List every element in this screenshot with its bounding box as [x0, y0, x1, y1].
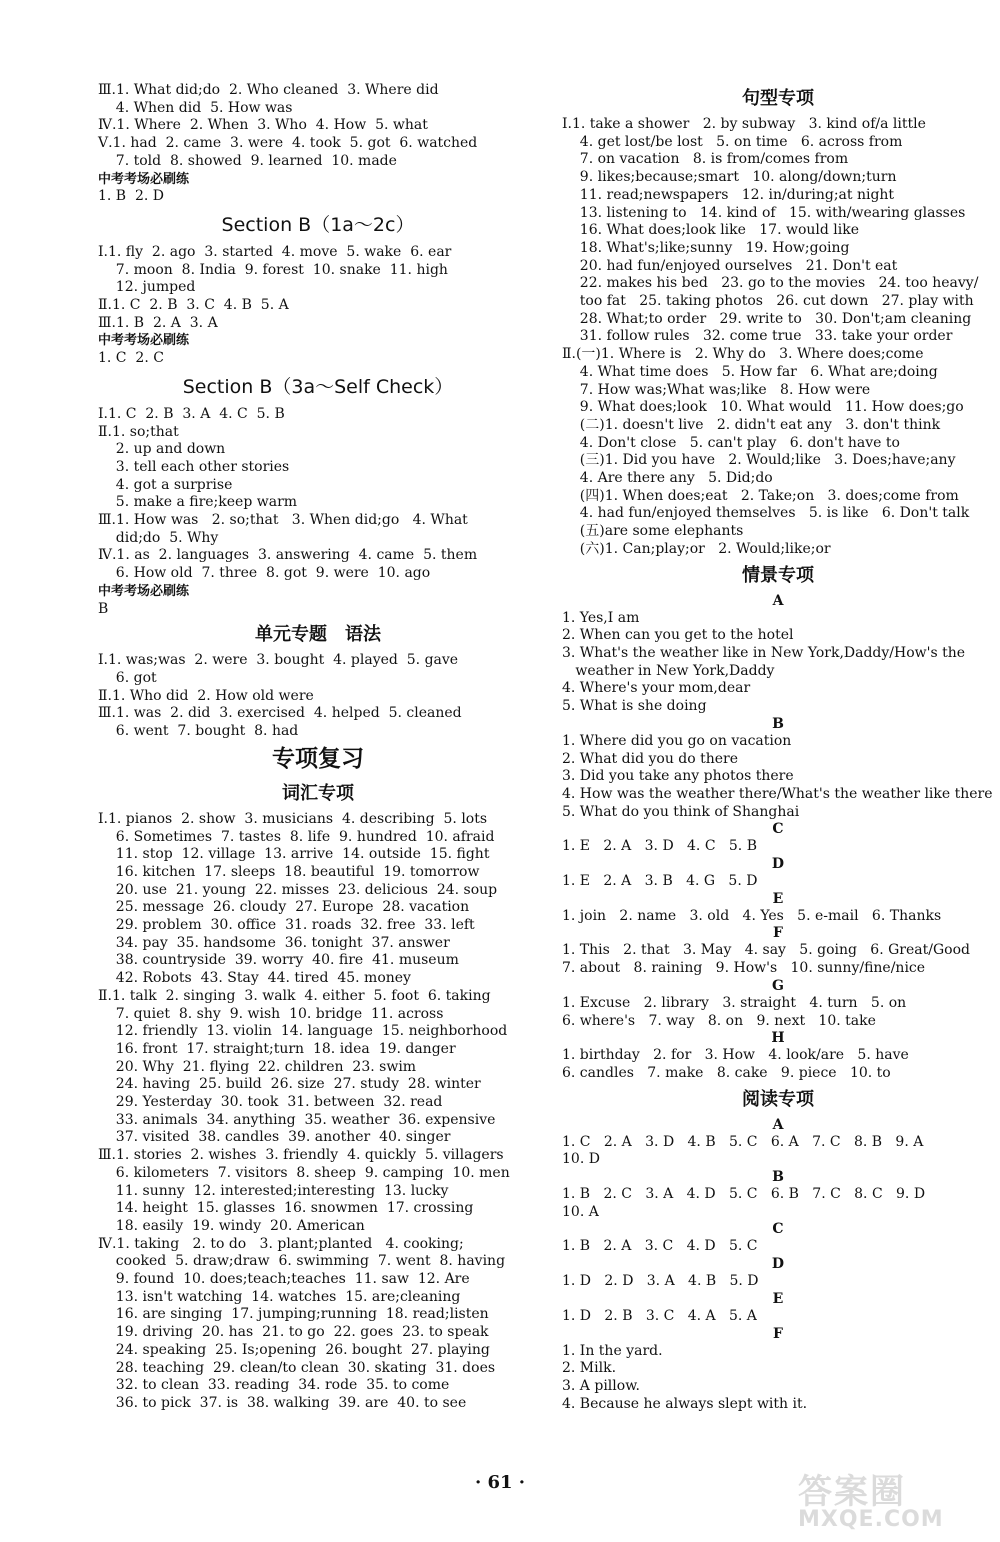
part-label: C: [772, 821, 784, 838]
answer-line: did;do 5. Why: [98, 529, 219, 546]
answer-line: 3. What's the weather like in New York,Daddy/How's the: [562, 644, 966, 661]
answer-line: 1. This 2. that 3. May 4. say 5. going 6. Great/Good: [562, 942, 970, 959]
answer-line: Ⅰ.1. take a shower 2. by subway 3. kind of/a little: [562, 116, 926, 132]
answer-line: 11. read;newspapers 12. in/during;at night: [562, 186, 895, 203]
topic-heading: 情景专项: [742, 564, 814, 586]
answer-line: (五)are some elephants: [562, 523, 744, 540]
answer-line: 6. got: [98, 669, 157, 686]
answer-line: Ⅱ.1. C 2. B 3. C 4. B 5. A: [98, 297, 289, 314]
answer-line: 5. What is she doing: [562, 698, 707, 715]
answer-line: Ⅲ.1. was 2. did 3. exercised 4. helped 5. cleaned: [98, 705, 462, 722]
answer-line: 4. What time does 5. How far 6. What are;doing: [562, 363, 938, 380]
page-number: · 61 ·: [474, 1472, 526, 1493]
topic-heading: 句型专项: [742, 88, 814, 109]
answer-line: 19. driving 20. has 21. to go 22. goes 23. to speak: [98, 1324, 489, 1341]
answer-line: Ⅳ.1. as 2. languages 3. answering 4. came 5. them: [98, 547, 478, 564]
answer-line: 2. What did you do there: [562, 750, 739, 767]
answer-line: 22. makes his bed 23. go to the movies 24. too heavy/: [562, 275, 979, 292]
answer-line: Ⅱ.(一)1. Where is 2. Why do 3. Where does;come: [562, 346, 924, 363]
part-label: H: [771, 1030, 785, 1047]
answer-line: 10. A: [562, 1203, 599, 1220]
answer-line: Ⅱ.1. talk 2. singing 3. walk 4. either 5. foot 6. taking: [98, 987, 491, 1004]
answer-line: 3. tell each other stories: [98, 458, 290, 475]
answer-line: 1. E 2. A 3. B 4. G 5. D: [562, 873, 758, 890]
answer-line: (四)1. When does;eat 2. Take;on 3. does;come from: [562, 487, 959, 504]
practice-label: 中考考场必刷练: [98, 583, 190, 599]
answer-line: 9. found 10. does;teach;teaches 11. saw 12. Are: [98, 1271, 470, 1288]
answer-line: 37. visited 38. candles 39. another 40. singer: [98, 1129, 451, 1146]
answer-line: 6. kilometers 7. visitors 8. sheep 9. camping 10. men: [98, 1164, 510, 1181]
answer-line: 6. candles 7. make 8. cake 9. piece 10. to: [562, 1064, 891, 1081]
answer-line: 1. C 2. C: [98, 350, 164, 367]
answer-line: 2. When can you get to the hotel: [562, 627, 794, 644]
answer-line: 6. where's 7. way 8. on 9. next 10. take: [562, 1012, 876, 1029]
answer-line: 13. isn't watching 14. watches 15. are;cleaning: [98, 1288, 461, 1305]
answer-line: 6. Sometimes 7. tastes 8. life 9. hundred 10. afraid: [98, 828, 495, 845]
section-heading: Section B（3a～Self Check）: [182, 375, 454, 398]
answer-line: 29. problem 30. office 31. roads 32. free 33. left: [98, 917, 475, 934]
watermark-logo: [798, 1464, 988, 1534]
part-label: E: [772, 890, 784, 907]
answer-line: 4. Because he always slept with it.: [562, 1395, 808, 1412]
chapter-heading: 专项复习: [272, 745, 364, 772]
answer-line: 1. In the yard.: [562, 1342, 663, 1359]
answer-line: 4. When did 5. How was: [98, 99, 293, 116]
answer-line: Ⅰ.1. was;was 2. were 3. bought 4. played 5. gave: [98, 652, 459, 669]
part-label: E: [772, 1290, 784, 1307]
answer-line: 25. message 26. cloudy 27. Europe 28. vacation: [98, 899, 470, 916]
answer-line: Ⅲ.1. How was 2. so;that 3. When did;go 4. What: [98, 512, 468, 529]
answer-line: 9. What does;look 10. What would 11. How does;go: [562, 399, 964, 416]
part-label: B: [772, 715, 784, 732]
answer-line: 24. having 25. build 26. size 27. study 28. winter: [98, 1076, 481, 1093]
answer-line: 16. kitchen 17. sleeps 18. beautiful 19. tomorrow: [98, 863, 480, 880]
answer-line: weather in New York,Daddy: [562, 662, 775, 679]
answer-line: 3. A pillow.: [562, 1377, 640, 1394]
answer-line: Ⅲ.1. What did;do 2. Who cleaned 3. Where did: [98, 82, 439, 98]
answer-line: 38. countryside 39. worry 40. fire 41. museum: [98, 952, 459, 969]
answer-line: 1. B 2. A 3. C 4. D 5. C: [562, 1238, 758, 1255]
answer-line: 7. about 8. raining 9. How's 10. sunny/fine/nice: [562, 960, 926, 977]
part-label: A: [772, 592, 784, 609]
part-label: F: [773, 925, 783, 942]
answer-line: 5. What do you think of Shanghai: [562, 803, 800, 820]
answer-line: 32. to clean 33. reading 34. rode 35. to come: [98, 1377, 450, 1394]
answer-line: Ⅱ.1. so;that: [98, 423, 179, 440]
part-label: D: [771, 1256, 785, 1273]
answer-line: Ⅱ.1. Who did 2. How old were: [98, 687, 314, 704]
answer-line: 10. D: [562, 1151, 600, 1168]
answer-line: 4. Where's your mom,dear: [562, 680, 751, 697]
answer-line: 12. jumped: [98, 279, 196, 296]
answer-line: 9. likes;because;smart 10. along/down;turn: [562, 169, 897, 186]
answer-line: Ⅰ.1. C 2. B 3. A 4. C 5. B: [98, 405, 285, 422]
answer-line: 12. friendly 13. violin 14. language 15. neighborhood: [98, 1023, 508, 1040]
watermark-line2: MXQE.COM: [798, 1507, 944, 1532]
answer-line: 1. D 2. D 3. A 4. B 5. D: [562, 1273, 759, 1290]
answer-line: 11. sunny 12. interested;interesting 13. lucky: [98, 1182, 449, 1199]
left-column: [98, 82, 538, 1413]
answer-line: 3. Did you take any photos there: [562, 768, 794, 785]
answer-line: 5. make a fire;keep warm: [98, 494, 298, 511]
part-label: G: [772, 977, 784, 994]
practice-label: 中考考场必刷练: [98, 333, 190, 349]
answer-line: B: [98, 600, 109, 617]
answer-line: (六)1. Can;play;or 2. Would;like;or: [562, 540, 831, 557]
answer-line: 1. Yes,I am: [562, 609, 640, 626]
practice-label: 中考考场必刷练: [98, 171, 190, 187]
answer-line: 20. Why 21. flying 22. children 23. swim: [98, 1058, 417, 1075]
answer-line: 1. birthday 2. for 3. How 4. look/are 5. have: [562, 1047, 909, 1064]
answer-line: 11. stop 12. village 13. arrive 14. outside 15. fight: [98, 846, 490, 863]
answer-line: 4. get lost/be lost 5. on time 6. across from: [562, 133, 903, 150]
answer-line: 1. B 2. D: [98, 188, 165, 205]
answer-line: 13. listening to 14. kind of 15. with/wearing glasses: [562, 204, 966, 221]
answer-line: 14. height 15. glasses 16. snowmen 17. crossing: [98, 1200, 474, 1217]
answer-line: 16. are singing 17. jumping;running 18. read;listen: [98, 1306, 489, 1323]
part-label: C: [772, 1221, 784, 1238]
answer-line: 20. had fun/enjoyed ourselves 21. Don't eat: [562, 257, 898, 274]
answer-line: 18. easily 19. windy 20. American: [98, 1217, 365, 1234]
answer-line: (三)1. Did you have 2. Would;like 3. Does;have;any: [562, 452, 956, 469]
section-heading: Section B（1a～2c）: [221, 213, 415, 236]
answer-line: 29. Yesterday 30. took 31. between 32. read: [98, 1094, 443, 1111]
answer-line: Ⅰ.1. fly 2. ago 3. started 4. move 5. wake 6. ear: [98, 243, 452, 260]
answer-line: 1. C 2. A 3. D 4. B 5. C 6. A 7. C 8. B 9. A: [562, 1133, 924, 1150]
answer-line: 6. went 7. bought 8. had: [98, 723, 299, 740]
answer-line: 1. D 2. B 3. C 4. A 5. A: [562, 1307, 757, 1324]
answer-line: 36. to pick 37. is 38. walking 39. are 40. to see: [98, 1395, 467, 1411]
answer-line: 1. E 2. A 3. D 4. C 5. B: [562, 838, 757, 855]
answer-line: 7. How was;What was;like 8. How were: [562, 381, 871, 398]
answer-line: 16. front 17. straight;turn 18. idea 19. danger: [98, 1040, 456, 1057]
answer-line: 18. What's;like;sunny 19. How;going: [562, 239, 850, 256]
answer-line: 4. Are there any 5. Did;do: [562, 470, 773, 487]
topic-heading: 阅读专项: [742, 1088, 814, 1110]
topic-heading: 单元专题 语法: [255, 624, 381, 646]
answer-line: 1. Where did you go on vacation: [562, 732, 792, 749]
answer-line: 2. up and down: [98, 441, 226, 458]
answer-line: 7. told 8. showed 9. learned 10. made: [98, 152, 397, 169]
answer-line: 1. B 2. C 3. A 4. D 5. C 6. B 7. C 8. C 9. D: [562, 1186, 926, 1203]
answer-line: 24. speaking 25. Is;opening 26. bought 27. playing: [98, 1341, 490, 1358]
answer-line: Ⅲ.1. stories 2. wishes 3. friendly 4. quickly 5. villagers: [98, 1147, 504, 1164]
answer-line: too fat 25. taking photos 26. cut down 27. play with: [562, 293, 974, 310]
part-label: D: [771, 856, 785, 873]
answer-line: Ⅳ.1. Where 2. When 3. Who 4. How 5. what: [98, 117, 428, 134]
answer-line: Ⅰ.1. pianos 2. show 3. musicians 4. describing 5. lots: [98, 810, 488, 827]
answer-line: 7. moon 8. India 9. forest 10. snake 11. high: [98, 261, 448, 278]
answer-line: Ⅳ.1. taking 2. to do 3. plant;planted 4. cooking;: [98, 1235, 464, 1252]
answer-line: cooked 5. draw;draw 6. swimming 7. went 8. having: [98, 1253, 506, 1270]
watermark-line1: 答案圈: [798, 1472, 906, 1512]
answer-line: 42. Robots 43. Stay 44. tired 45. money: [98, 970, 411, 987]
answer-line: 6. How old 7. three 8. got 9. were 10. ago: [98, 565, 431, 582]
answer-line: 28. teaching 29. clean/to clean 30. skating 31. does: [98, 1359, 496, 1376]
right-column: [562, 82, 994, 1413]
answer-line: 1. Excuse 2. library 3. straight 4. turn 5. on: [562, 994, 907, 1011]
answer-line: 31. follow rules 32. come true 33. take your order: [562, 328, 953, 345]
answer-line: 4. Don't close 5. can't play 6. don't have to: [562, 434, 900, 451]
part-label: A: [772, 1116, 784, 1133]
answer-line: 2. Milk.: [562, 1360, 617, 1377]
answer-line: 7. quiet 8. shy 9. wish 10. bridge 11. across: [98, 1005, 444, 1022]
answer-line: 4. had fun/enjoyed themselves 5. is like 6. Don't talk: [562, 505, 970, 522]
answer-line: Ⅴ.1. had 2. came 3. were 4. took 5. got 6. watched: [98, 135, 478, 152]
answer-line: 34. pay 35. handsome 36. tonight 37. answer: [98, 934, 450, 951]
answer-line: Ⅲ.1. B 2. A 3. A: [98, 314, 218, 331]
answer-line: 1. join 2. name 3. old 4. Yes 5. e-mail 6. Thanks: [562, 907, 942, 924]
answer-line: 33. animals 34. anything 35. weather 36. expensive: [98, 1111, 496, 1128]
answer-line: 7. on vacation 8. is from/comes from: [562, 151, 849, 168]
topic-heading: 词汇专项: [282, 782, 354, 804]
part-label: F: [773, 1325, 783, 1342]
answer-line: 28. What;to order 29. write to 30. Don't;am cleaning: [562, 310, 972, 327]
answer-line: (二)1. doesn't live 2. didn't eat any 3. don't think: [562, 416, 941, 433]
answer-line: 4. How was the weather there/What's the weather like there: [562, 785, 993, 802]
answer-line: 20. use 21. young 22. misses 23. delicious 24. soup: [98, 881, 498, 898]
answer-line: 16. What does;look like 17. would like: [562, 222, 860, 239]
answer-line: 4. got a surprise: [98, 476, 233, 493]
part-label: B: [772, 1169, 784, 1186]
